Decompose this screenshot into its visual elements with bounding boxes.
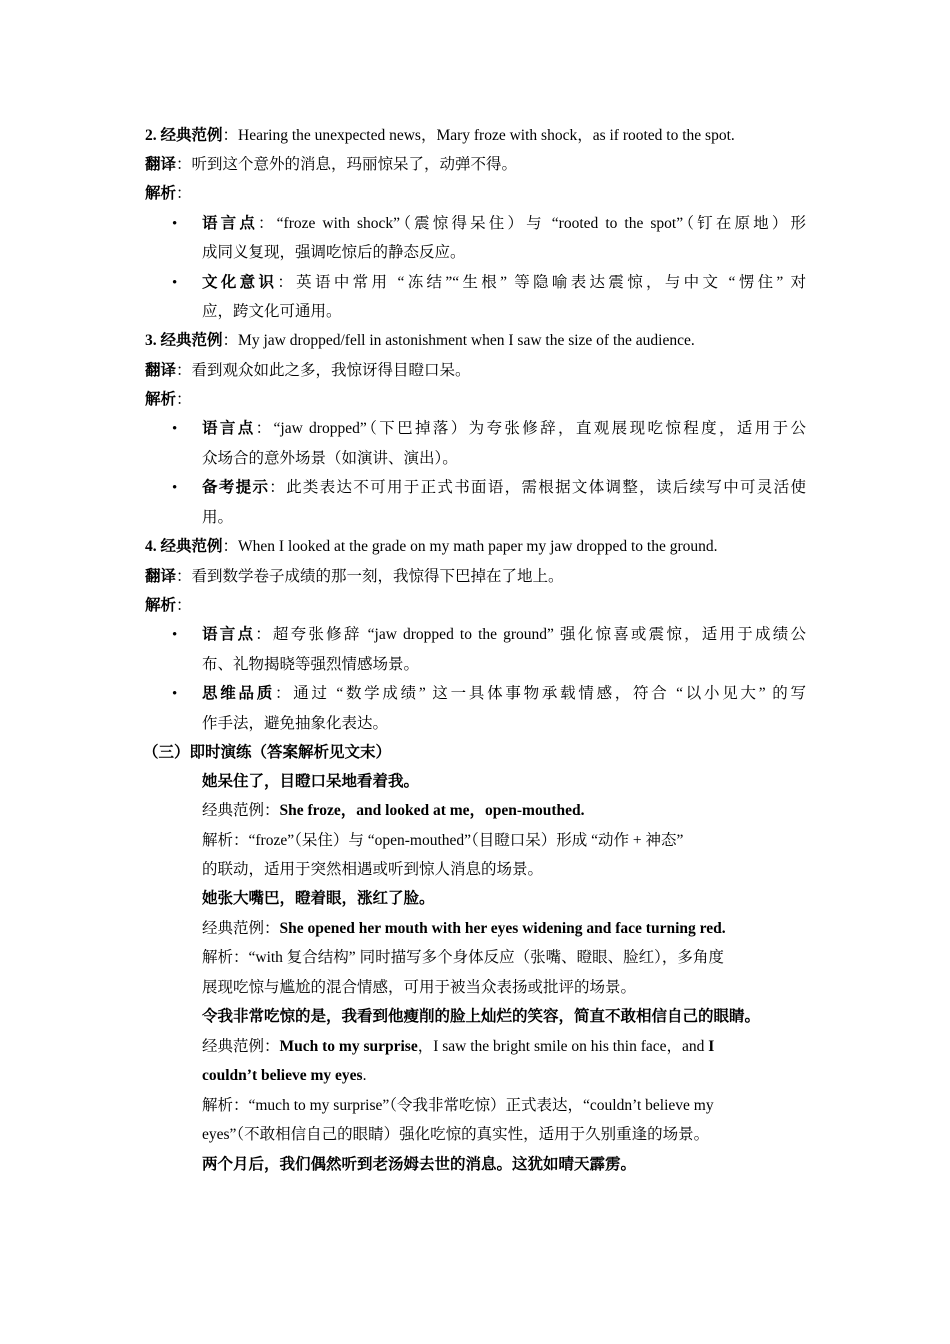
practice-prompt: 她呆住了，目瞪口呆地看着我。	[202, 773, 420, 790]
example-text: Hearing the unexpected news，Mary froze with shock，as if rooted to the spot.	[238, 127, 735, 144]
bullet-icon: •	[172, 216, 178, 232]
analysis-point-cont: 应，跨文化可通用。	[202, 303, 342, 320]
analysis-point-cont: 布、礼物揭晓等强烈情感场景。	[202, 656, 420, 673]
practice-example-cont: couldn’t believe my eyes.	[202, 1067, 367, 1084]
bullet-icon: •	[172, 480, 178, 496]
bullet-icon: •	[172, 275, 178, 291]
analysis-point: 语言点：“jaw dropped”（下巴掉落）为夸张修辞，直观展现吃惊程度，适用于公	[202, 420, 806, 437]
bullet-icon: •	[172, 421, 178, 437]
example-4: 4. 经典范例：When I looked at the grade on my math paper my jaw dropped to the ground.	[145, 538, 718, 555]
practice-example: 经典范例：She opened her mouth with her eyes widening and face turning red.	[202, 920, 726, 937]
example-text: My jaw dropped/fell in astonishment when I saw the size of the audience.	[238, 332, 695, 349]
practice-analysis: 解析：“much to my surprise”（令我非常吃惊）正式表达，“couldn’t believe my	[202, 1097, 714, 1114]
analysis-label-2: 解析：	[145, 185, 192, 202]
translation-label: 翻译	[145, 568, 177, 585]
practice-analysis-cont: 展现吃惊与尴尬的混合情感，可用于被当众表扬或批评的场景。	[202, 979, 637, 996]
practice-prompt: 两个月后，我们偶然听到老汤姆去世的消息。这犹如晴天霹雳。	[202, 1156, 637, 1173]
example-label: 4. 经典范例	[145, 538, 223, 555]
practice-analysis: 解析：“with 复合结构” 同时描写多个身体反应（张嘴、瞪眼、脸红），多角度	[202, 949, 724, 966]
analysis-point: 文化意识：英语中常用 “冻结”“生根” 等隐喻表达震惊，与中文 “愣住” 对	[202, 274, 806, 291]
analysis-point: 语言点：超夸张修辞 “jaw dropped to the ground” 强化惊喜或震惊，适用于成绩公	[202, 626, 806, 643]
analysis-point-cont: 作手法，避免抽象化表达。	[202, 715, 389, 732]
translation-label: 翻译	[145, 156, 177, 173]
practice-example: 经典范例：She froze，and looked at me，open-mouthed.	[202, 802, 585, 819]
analysis-point-cont: 成同义复现，强调吃惊后的静态反应。	[202, 244, 466, 261]
translation-text: 看到数学卷子成绩的那一刻，我惊得下巴掉在了地上。	[191, 568, 564, 585]
example-label: 2. 经典范例	[145, 127, 223, 144]
example-text: When I looked at the grade on my math paper my jaw dropped to the ground.	[238, 538, 718, 555]
bullet-icon: •	[172, 627, 178, 643]
translation-text: 听到这个意外的消息，玛丽惊呆了，动弹不得。	[191, 156, 518, 173]
translation-3: 翻译：看到观众如此之多，我惊讶得目瞪口呆。	[145, 362, 471, 379]
example-2: 2. 经典范例：Hearing the unexpected news，Mary froze with shock，as if rooted to the spot.	[145, 127, 735, 144]
practice-analysis: 解析：“froze”（呆住）与 “open-mouthed”（目瞪口呆）形成 “动作 + 神态”	[202, 832, 684, 849]
analysis-point: 思维品质：通过 “数学成绩” 这一具体事物承载情感，符合 “以小见大” 的写	[202, 685, 806, 702]
section-heading: （三）即时演练（答案解析见文末）	[143, 744, 392, 761]
analysis-point: 备考提示：此类表达不可用于正式书面语，需根据文体调整，读后续写中可灵活使	[202, 479, 806, 496]
example-3: 3. 经典范例：My jaw dropped/fell in astonishment when I saw the size of the audience.	[145, 332, 695, 349]
example-label: 3. 经典范例	[145, 332, 223, 349]
bullet-icon: •	[172, 686, 178, 702]
translation-4: 翻译：看到数学卷子成绩的那一刻，我惊得下巴掉在了地上。	[145, 568, 564, 585]
translation-2: 翻译：听到这个意外的消息，玛丽惊呆了，动弹不得。	[145, 156, 518, 173]
analysis-label-4: 解析：	[145, 597, 192, 614]
practice-prompt: 令我非常吃惊的是，我看到他瘦削的脸上灿烂的笑容，简直不敢相信自己的眼睛。	[202, 1008, 761, 1025]
translation-label: 翻译	[145, 362, 177, 379]
practice-analysis-cont: 的联动，适用于突然相遇或听到惊人消息的场景。	[202, 861, 544, 878]
practice-analysis-cont: eyes”（不敢相信自己的眼睛）强化吃惊的真实性，适用于久别重逢的场景。	[202, 1126, 710, 1143]
translation-text: 看到观众如此之多，我惊讶得目瞪口呆。	[191, 362, 471, 379]
analysis-point-cont: 用。	[202, 509, 234, 526]
practice-prompt: 她张大嘴巴，瞪着眼，涨红了脸。	[202, 890, 435, 907]
analysis-point: 语言点：“froze with shock”（震惊得呆住）与 “rooted to the spot”（钉在原地）形	[202, 215, 806, 232]
analysis-point-cont: 众场合的意外场景（如演讲、演出）。	[202, 450, 458, 467]
analysis-label-3: 解析：	[145, 391, 192, 408]
practice-example: 经典范例：Much to my surprise，I saw the bright smile on his thin face，and I	[202, 1038, 715, 1055]
